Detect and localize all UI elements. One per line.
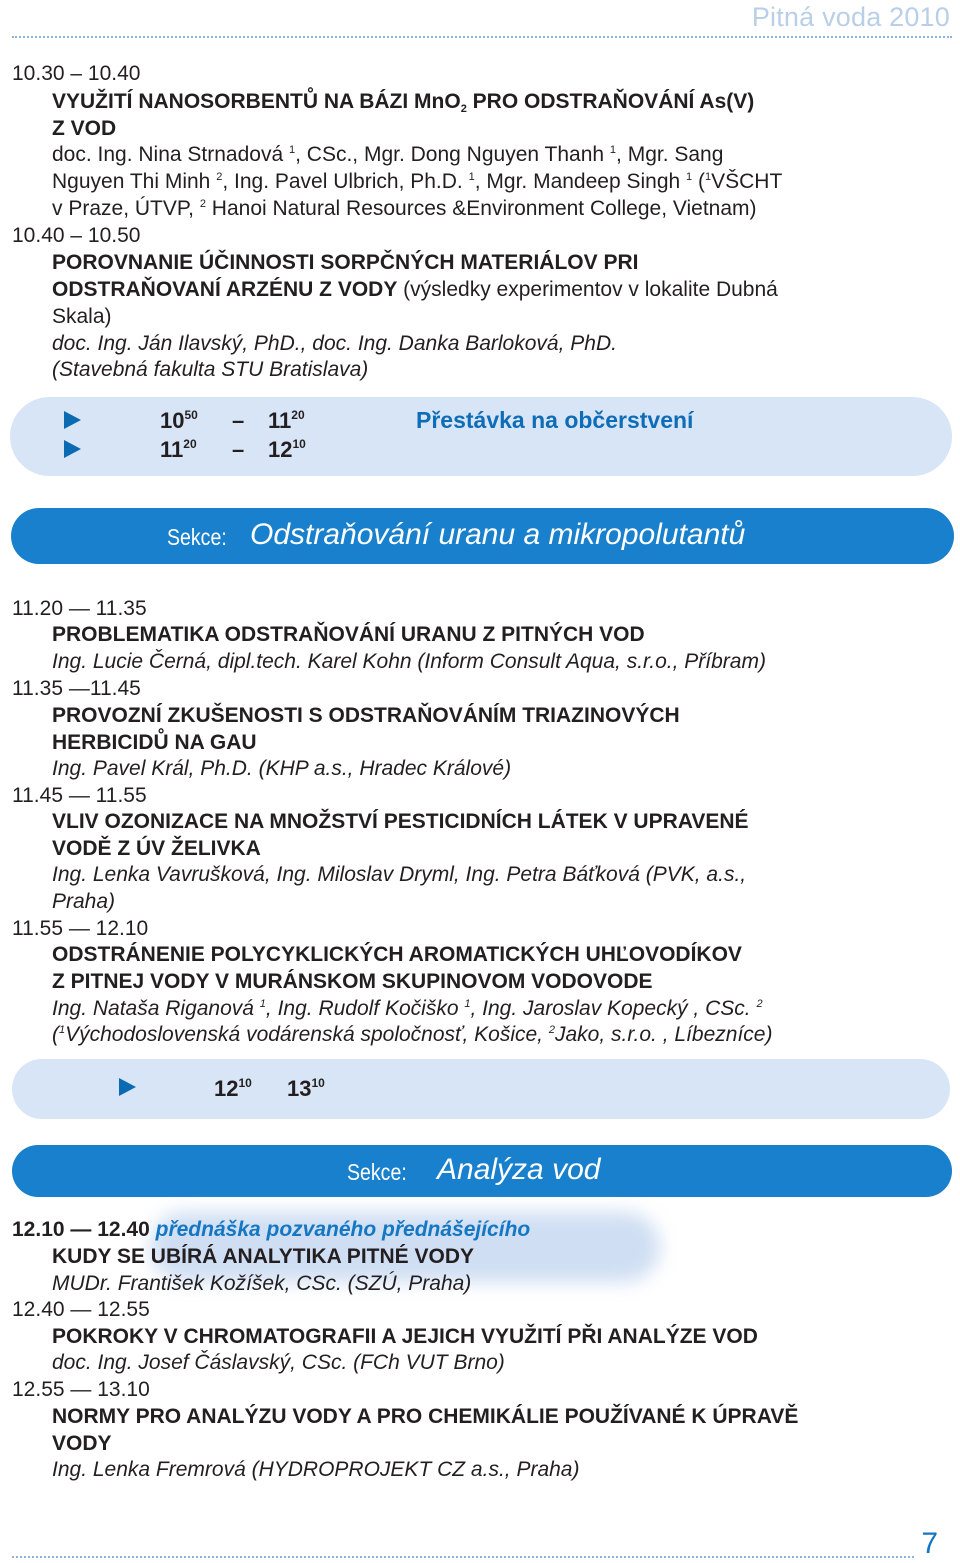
talk-authors: Ing. Lenka Fremrová (HYDROPROJEKT CZ a.s., Praha) xyxy=(52,1458,580,1481)
talk-authors: MUDr. František Kožíšek, CSc. (SZÚ, Praha) xyxy=(52,1272,472,1295)
talk-time: 11.35 —11.45 xyxy=(12,677,141,700)
section-label: Sekce: xyxy=(167,524,227,550)
break-label: Přestávka na občerstvení xyxy=(416,407,694,433)
talk-time-row xyxy=(12,1217,530,1243)
footer-divider xyxy=(12,1556,914,1558)
talk-authors: Ing. Pavel Král, Ph.D. (KHP a.s., Hradec Králové) xyxy=(52,757,512,780)
break-dash: – xyxy=(232,437,245,462)
break-dash: – xyxy=(232,408,245,433)
talk-authors: doc. Ing. Nina Strnadová $^1$, CSc., Mgr. Dong Nguyen Thanh $^1$, Mgr. Sang xyxy=(52,143,724,166)
talk-time: 12.55 — 13.10 xyxy=(12,1378,150,1401)
header-divider xyxy=(12,36,952,38)
talk-time: 12.40 — 12.55 xyxy=(12,1298,150,1321)
lunch-end-time: $12^{10}$ xyxy=(268,437,306,462)
talk-affiliation: ($^1$Východoslovenská vodárenská spoločnosť, Košice, $^2$Jako, s.r.o. , Líbezníce) xyxy=(52,1023,773,1046)
talk-authors: doc. Ing. Ján Ilavský, PhD., doc. Ing. Danka Barloková, PhD. xyxy=(52,332,617,355)
lunch-break-end: $13^{10}$ xyxy=(287,1076,325,1101)
lunch-break-panel xyxy=(12,1059,950,1119)
break-start-time: $10^{50}$ xyxy=(160,408,198,433)
talk-title-line: VODĚ Z ÚV ŽELIVKA xyxy=(52,837,261,860)
talk-authors: doc. Ing. Josef Čáslavský, CSc. (FCh VUT Brno) xyxy=(52,1351,505,1374)
lunch-break-start: $12^{10}$ xyxy=(214,1076,252,1101)
talk-time: 10.40 – 10.50 xyxy=(12,224,141,247)
play-arrow-icon xyxy=(64,411,81,429)
talk-title: POKROKY V CHROMATOGRAFII A JEJICH VYUŽITÍ PŘI ANALÝZE VOD xyxy=(52,1325,758,1348)
talk-title: KUDY SE UBÍRÁ ANALYTIKA PITNÉ VODY xyxy=(52,1245,474,1268)
running-header-title: Pitná voda 2010 xyxy=(751,2,950,32)
talk-title-line: HERBICIDŮ NA GAU xyxy=(52,731,257,754)
section-title: Odstraňování uranu a mikropolutantů xyxy=(250,518,746,551)
talk-affiliation: v Praze, ÚTVP, $^2$ Hanoi Natural Resources &Environment College, Vietnam) xyxy=(52,197,757,220)
talk-title-line: Z PITNEJ VODY V MURÁNSKOM SKUPINOVOM VODOVODE xyxy=(52,970,653,993)
page-number: 7 xyxy=(921,1527,938,1560)
break-end-time: $11^{20}$ xyxy=(268,408,305,433)
talk-authors: Ing. Lenka Vavrušková, Ing. Miloslav Dryml, Ing. Petra Báťková (PVK, a.s., xyxy=(52,863,747,886)
invited-talk-note: přednáška pozvaného přednášejícího xyxy=(155,1218,531,1241)
talk-title-line: ODSTRAŇOVANÍ ARZÉNU Z VODY (výsledky experimentov v lokalite Dubná xyxy=(52,278,778,301)
talk-time: 11.45 — 11.55 xyxy=(12,784,147,807)
talk-title: VLIV OZONIZACE NA MNOŽSTVÍ PESTICIDNÍCH LÁTEK V UPRAVENÉ xyxy=(52,810,749,833)
talk-title: VYUŽITÍ NANOSORBENTŮ NA BÁZI MnO$_2$ PRO ODSTRAŇOVÁNÍ As(V) xyxy=(52,90,755,115)
talk-title-line: VODY xyxy=(52,1432,112,1455)
talk-title: PROBLEMATIKA ODSTRAŇOVÁNÍ URANU Z PITNÝCH VOD xyxy=(52,623,645,646)
talk-time: 10.30 – 10.40 xyxy=(12,62,141,85)
talk-time: 12.10 — 12.40 xyxy=(12,1218,150,1241)
section-title: Analýza vod xyxy=(437,1153,601,1186)
talk-title-line: Skala) xyxy=(52,305,112,328)
talk-title: POROVNANIE ÚČINNOSTI SORPČNÝCH MATERIÁLOV PRI xyxy=(52,251,639,274)
talk-authors-line: Praha) xyxy=(52,890,116,913)
talk-authors: Ing. Lucie Černá, dipl.tech. Karel Kohn (Inform Consult Aqua, s.r.o., Příbram) xyxy=(52,650,766,673)
talk-title: NORMY PRO ANALÝZU VODY A PRO CHEMIKÁLIE POUŽÍVANÉ K ÚPRAVĚ xyxy=(52,1405,799,1428)
section-label: Sekce: xyxy=(347,1159,407,1185)
talk-title: ODSTRÁNENIE POLYCYKLICKÝCH AROMATICKÝCH UHĽOVODÍKOV xyxy=(52,943,742,966)
talk-authors: Ing. Nataša Riganová $^1$, Ing. Rudolf Kočiško $^1$, Ing. Jaroslav Kopecký , CSc. $^2$ xyxy=(52,997,763,1020)
talk-title: PROVOZNÍ ZKUŠENOSTI S ODSTRAŇOVÁNÍM TRIAZINOVÝCH xyxy=(52,704,680,727)
talk-time: 11.20 — 11.35 xyxy=(12,597,147,620)
play-arrow-icon xyxy=(64,440,81,458)
play-arrow-icon xyxy=(119,1078,136,1096)
talk-title-line: Z VOD xyxy=(52,117,117,140)
talk-affiliation: (Stavebná fakulta STU Bratislava) xyxy=(52,358,369,381)
talk-time: 11.55 — 12.10 xyxy=(12,917,149,940)
lunch-start-time: $11^{20}$ xyxy=(160,437,197,462)
talk-authors-line: Nguyen Thi Minh $^2$, Ing. Pavel Ulbrich, Ph.D. $^1$, Mgr. Mandeep Singh $^1$ ($^1$VŠCHT xyxy=(52,170,783,193)
